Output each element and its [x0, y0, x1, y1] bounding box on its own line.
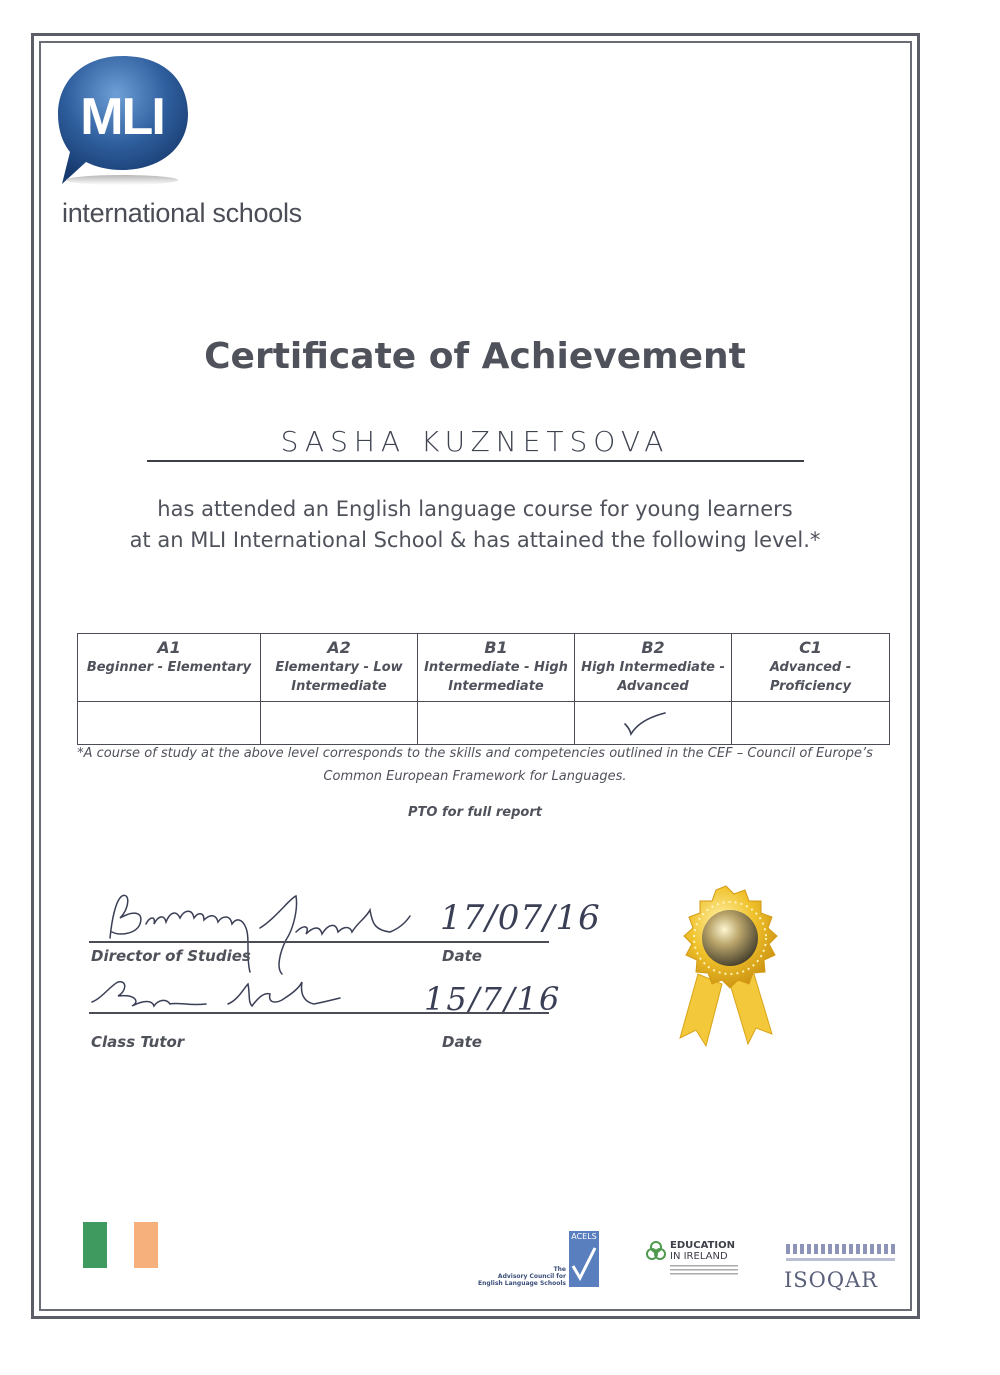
level-cell-c1 — [732, 634, 890, 702]
education-in-ireland-logo — [644, 1240, 744, 1280]
acels-logo — [480, 1230, 602, 1290]
mark-cell-b1 — [418, 702, 575, 745]
student-name: SASHA KUZNETSOVA — [280, 425, 670, 458]
acels-caption-line-3: English Language Schools — [478, 1280, 566, 1287]
tutor-label: Class Tutor — [91, 1033, 185, 1051]
level-desc-2: Advanced — [617, 679, 689, 694]
level-code: B1 — [484, 638, 508, 657]
tutor-signature — [88, 972, 348, 1016]
eii-line-2: IN IRELAND — [670, 1251, 728, 1262]
level-desc-2: Proficiency — [769, 679, 852, 694]
level-desc-1: High Intermediate - — [581, 660, 725, 675]
level-cell-a1 — [78, 634, 261, 702]
levels-header-row — [78, 634, 890, 702]
cef-levels-table — [77, 633, 890, 745]
director-label: Director of Studies — [91, 947, 251, 965]
level-cell-b1 — [418, 634, 575, 702]
cef-footnote — [0, 742, 950, 788]
level-desc-1: Advanced - — [769, 660, 852, 675]
isoqar-logo — [782, 1242, 900, 1292]
irish-flag-orange-stripe — [134, 1222, 158, 1268]
eii-line-1: EDUCATION — [670, 1240, 735, 1251]
shamrock-icon — [644, 1240, 668, 1262]
name-underline — [147, 460, 804, 462]
footnote-line-2: Common European Framework for Languages. — [323, 769, 627, 784]
level-cell-b2 — [575, 634, 732, 702]
level-desc-2: Intermediate — [448, 679, 544, 694]
gold-seal-icon — [668, 884, 784, 1048]
level-code: A1 — [157, 638, 181, 657]
mark-cell-b2 — [575, 702, 732, 745]
isoqar-wordmark: ISOQAR — [784, 1268, 879, 1292]
eii-fine-print — [670, 1264, 740, 1278]
director-signature-line — [89, 941, 549, 943]
acels-caption — [456, 1266, 566, 1287]
pto-note: PTO for full report — [408, 805, 542, 820]
level-desc-1: Elementary - Low — [275, 660, 403, 675]
isoqar-bars-icon — [786, 1242, 896, 1268]
level-desc-1: Intermediate - High — [424, 660, 568, 675]
level-code: B2 — [641, 638, 665, 657]
mark-cell-a2 — [261, 702, 418, 745]
mli-logo — [56, 52, 190, 188]
statement-line-2: at an MLI International School & has attained the following level.* — [129, 528, 821, 552]
level-cell-a2 — [261, 634, 418, 702]
acels-caption-line-1: The — [553, 1266, 566, 1273]
irish-flag-green-stripe — [83, 1222, 107, 1268]
certificate-title: Certificate of Achievement — [204, 336, 746, 377]
statement-line-1: has attended an English language course for young learners — [157, 497, 793, 521]
certificate-statement — [0, 494, 950, 556]
logo-subtitle: international schools — [62, 198, 302, 228]
mark-cell-a1 — [78, 702, 261, 745]
level-code: C1 — [799, 638, 822, 657]
levels-mark-row — [78, 702, 890, 745]
logo-mark-text: MLI — [80, 88, 164, 146]
director-date-handwritten: 17/07/16 — [440, 898, 601, 938]
level-desc-1: Beginner - Elementary — [86, 660, 252, 675]
checkmark-icon — [623, 710, 667, 736]
mark-cell-c1 — [732, 702, 890, 745]
tutor-date-handwritten: 15/7/16 — [424, 980, 562, 1018]
acels-caption-line-2: Advisory Council for — [497, 1273, 566, 1280]
director-date-label: Date — [442, 947, 482, 965]
level-code: A2 — [327, 638, 351, 657]
footnote-line-1: *A course of study at the above level corresponds to the skills and competencies outlined in the CEF – Council of Europe’s — [77, 746, 873, 761]
tutor-signature-line — [89, 1012, 549, 1014]
tutor-date-label: Date — [442, 1033, 482, 1051]
level-desc-2: Intermediate — [291, 679, 387, 694]
acels-mark: ACELS — [571, 1232, 597, 1241]
